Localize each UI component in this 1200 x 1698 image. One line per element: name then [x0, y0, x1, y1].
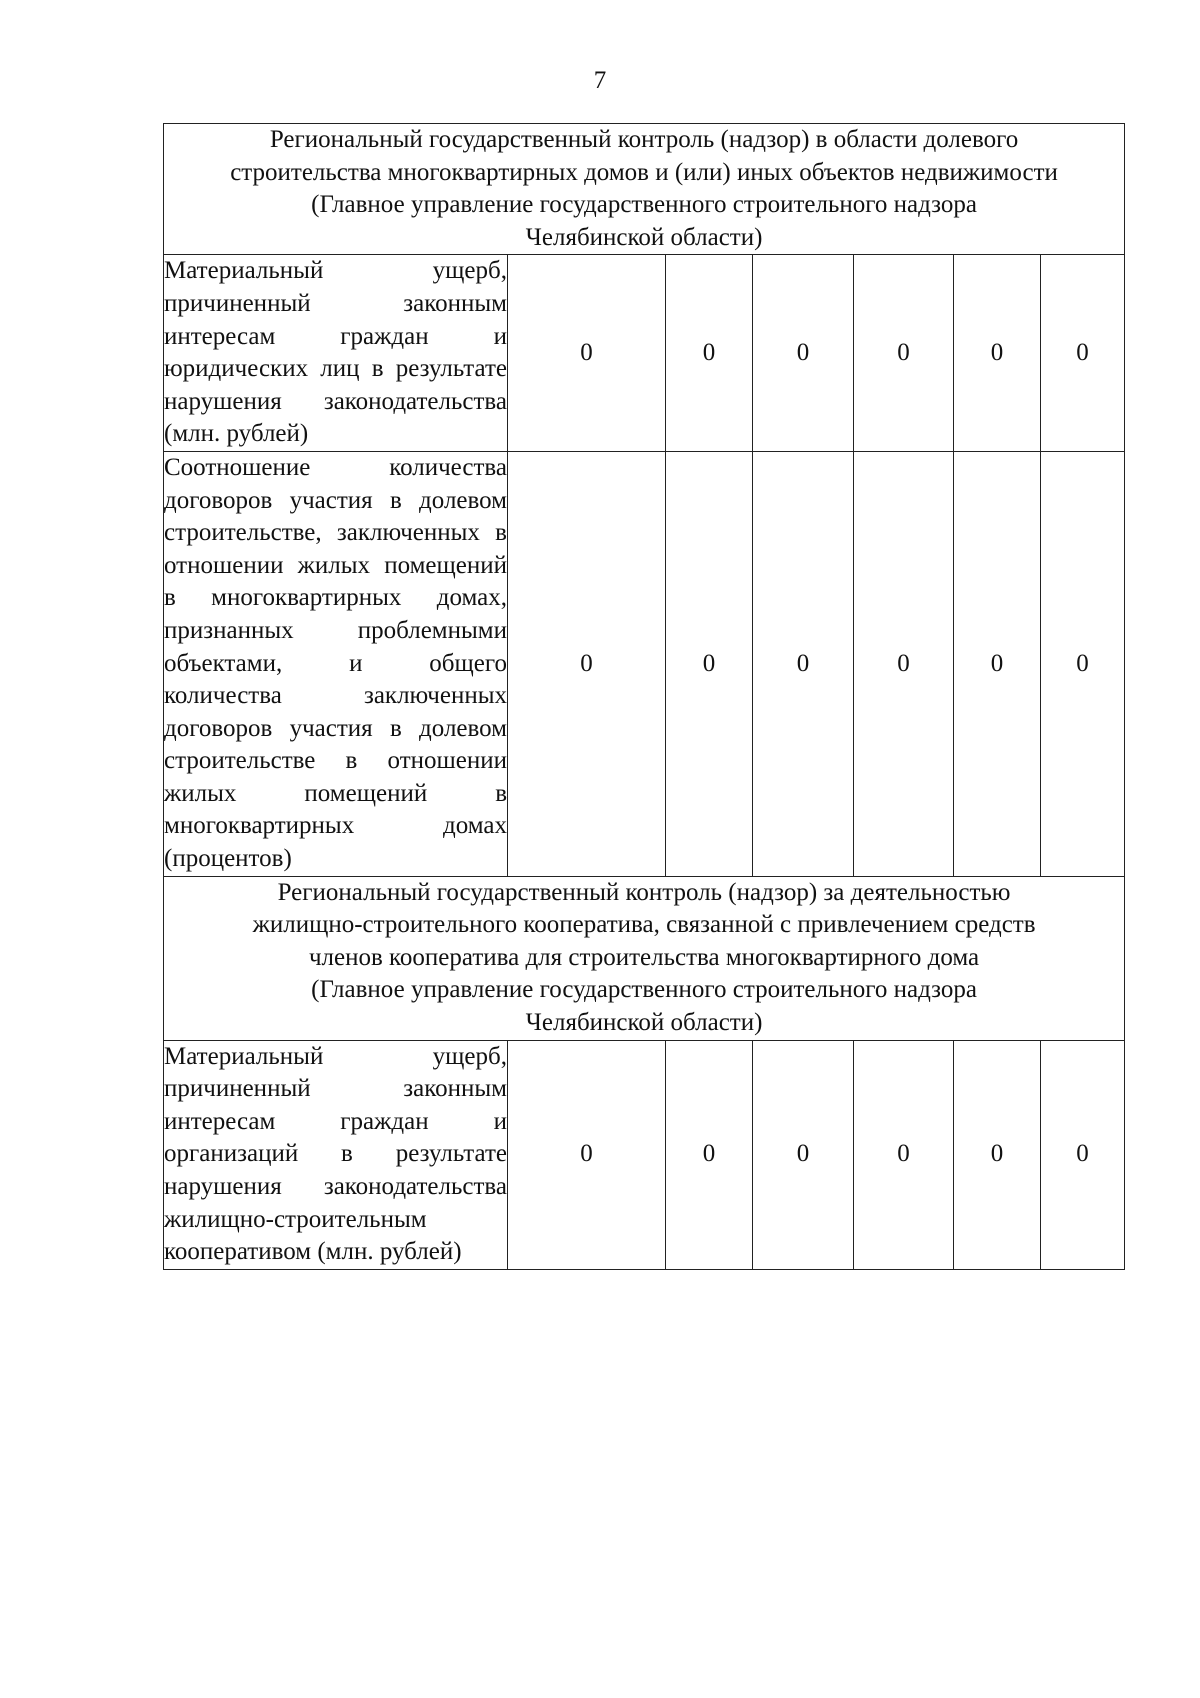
section-title-line: Челябинской области) — [525, 223, 763, 251]
table-row — [164, 255, 1125, 452]
table-row — [164, 451, 1125, 876]
section-title-line: жилищно-строительного кооператива, связанной с привлечением средств — [252, 911, 1036, 939]
indicator-name: Материальный ущерб, причиненный законным интересам граждан и организаций в результате нарушения законодательства жилищно-строительным кооперативом (млн. рублей) — [164, 1040, 508, 1269]
value-cell: 0 — [954, 1040, 1041, 1269]
section-title-line: Региональный государственный контроль (надзор) за деятельностью — [277, 878, 1011, 906]
section-title-line: Региональный государственный контроль (надзор) в области долевого — [269, 126, 1019, 153]
indicator-name: Материальный ущерб, причиненный законным интересам граждан и юридических лиц в результате нарушения законодательства (млн. рублей) — [164, 255, 508, 452]
value-cell: 0 — [1041, 1040, 1125, 1269]
value-cell: 0 — [508, 255, 666, 452]
value-cell: 0 — [666, 451, 753, 876]
section-title-line: строительства многоквартирных домов и (или) иных объектов недвижимости — [230, 158, 1058, 186]
value-cell: 0 — [508, 1040, 666, 1269]
value-cell: 0 — [1041, 255, 1125, 452]
value-cell: 0 — [854, 1040, 954, 1269]
indicators-table — [163, 123, 1125, 1270]
table-row — [164, 1040, 1125, 1269]
section-header-row — [164, 876, 1125, 1040]
value-cell: 0 — [753, 255, 854, 452]
value-cell: 0 — [1041, 451, 1125, 876]
value-cell: 0 — [954, 255, 1041, 452]
section-title-line: Челябинской области) — [525, 1009, 763, 1037]
value-cell: 0 — [508, 451, 666, 876]
section-title — [164, 876, 1125, 1040]
value-cell: 0 — [666, 1040, 753, 1269]
section-header-row — [164, 124, 1125, 255]
section-title-line: (Главное управление государственного строительного надзора — [311, 191, 977, 219]
page-number: 7 — [593, 67, 607, 94]
indicator-name: Соотношение количества договоров участия в долевом строительстве, заключенных в отношении жилых помещений в многоквартирных домах, признанных проблемными объектами, и общего количества заключенных договоров участия в долевом строительстве в отношении жилых помещений в многоквартирных домах (процентов) — [164, 451, 508, 876]
value-cell: 0 — [854, 451, 954, 876]
value-cell: 0 — [753, 1040, 854, 1269]
value-cell: 0 — [666, 255, 753, 452]
value-cell: 0 — [954, 451, 1041, 876]
section-title — [164, 124, 1125, 255]
value-cell: 0 — [854, 255, 954, 452]
section-title-line: членов кооператива для строительства многоквартирного дома — [308, 943, 980, 971]
section-title-line: (Главное управление государственного строительного надзора — [311, 976, 977, 1004]
value-cell: 0 — [753, 451, 854, 876]
